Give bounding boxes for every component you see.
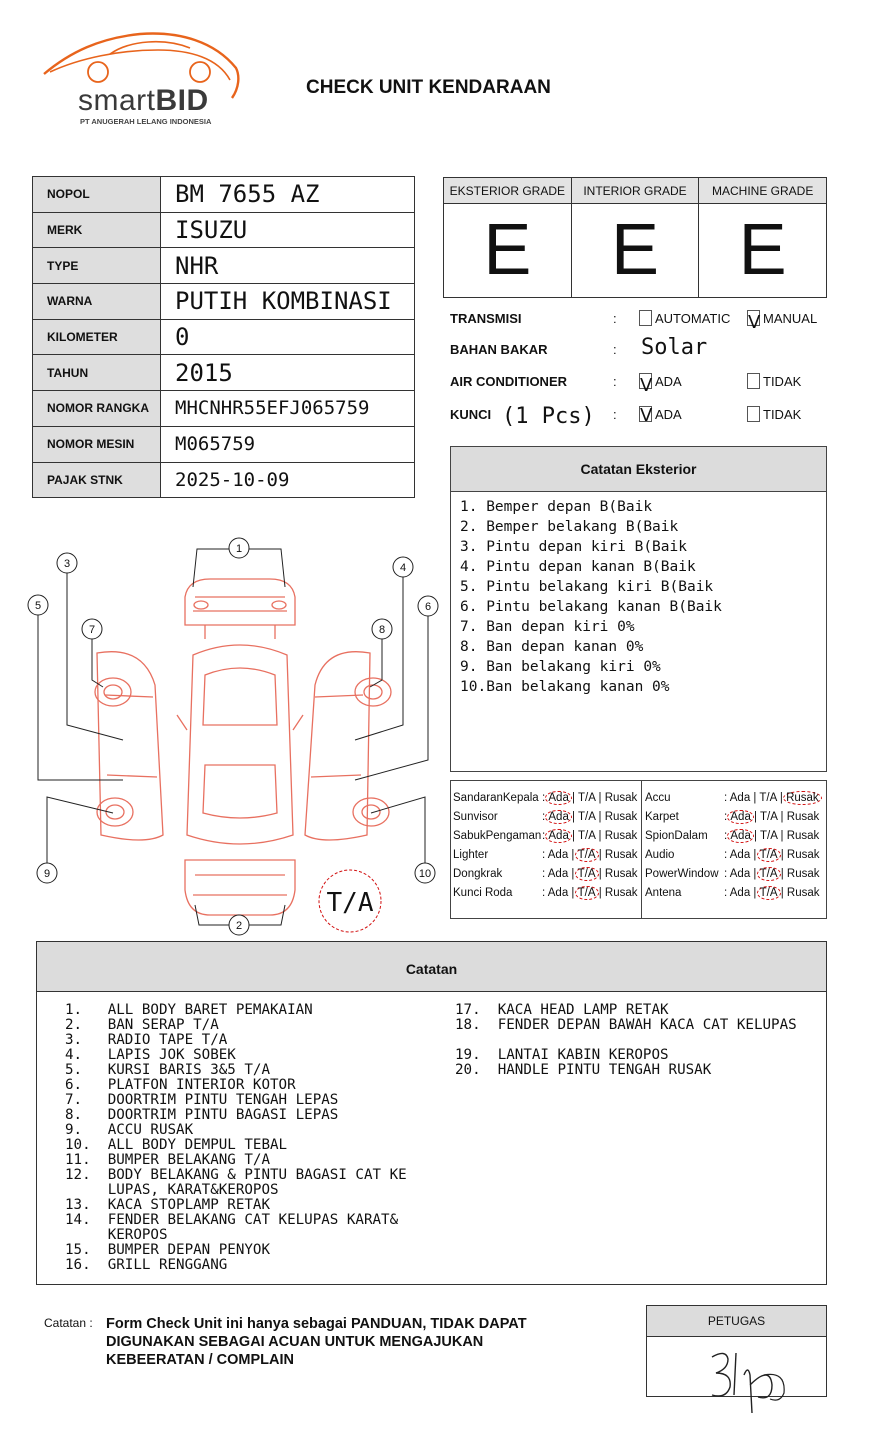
exterior-notes-list <box>451 492 826 697</box>
signature <box>700 1345 796 1417</box>
list-item: 7. DOORTRIM PINTU TENGAH LEPAS <box>65 1092 339 1108</box>
accessory-option[interactable]: Ada <box>727 829 753 843</box>
accessory-options: : Ada | T/A | Rusak <box>724 868 820 880</box>
footer-disclaimer: Form Check Unit ini hanya sebagai PANDUAN, TIDAK DAPAT DIGUNAKAN SEBAGAI ACUAN UNTUK MENGAJUKAN KEBEERATAN / COMPLAIN <box>106 1316 527 1368</box>
accessory-option[interactable]: Rusak <box>604 830 638 842</box>
ac-label: AIR CONDITIONER <box>450 374 567 389</box>
diagram-number: 1 <box>235 543 243 555</box>
machine-grade: MACHINE GRADE E <box>699 178 826 297</box>
accessory-option[interactable]: Rusak <box>786 868 820 880</box>
diagram-number: 3 <box>63 558 71 570</box>
table-row: NOPOL BM 7655 AZ <box>33 177 415 213</box>
transmisi-label: TRANSMISI <box>450 311 522 326</box>
list-item: 18. FENDER DEPAN BAWAH KACA CAT KELUPAS <box>455 1017 797 1033</box>
accessory-option[interactable]: T/A <box>575 886 599 900</box>
pajak-value: 2025-10-09 <box>161 462 415 498</box>
kilometer-value: 0 <box>161 319 415 355</box>
accessory-options: : Ada | T/A | Rusak <box>542 811 638 823</box>
exterior-notes-box <box>450 446 827 772</box>
accessory-name: SandaranKepala <box>453 792 539 804</box>
ac-tidak-checkbox[interactable] <box>747 373 760 389</box>
diagram-number: 5 <box>34 600 42 612</box>
accessory-option[interactable]: T/A <box>760 811 778 823</box>
accessory-option[interactable]: Ada <box>545 810 571 824</box>
list-item: 7. Ban depan kiri 0% <box>460 619 635 635</box>
accessory-option[interactable]: Ada <box>545 791 571 805</box>
list-item: 5. KURSI BARIS 3&5 T/A <box>65 1062 270 1078</box>
list-item: 6. PLATFON INTERIOR KOTOR <box>65 1077 296 1093</box>
accessory-options: : Ada | T/A | Rusak <box>542 868 638 880</box>
table-row: TAHUN 2015 <box>33 355 415 391</box>
type-value: NHR <box>161 248 415 284</box>
automatic-checkbox[interactable] <box>639 310 652 326</box>
table-row: WARNA PUTIH KOMBINASI <box>33 284 415 320</box>
list-item: 10. ALL BODY DEMPUL TEBAL <box>65 1137 288 1153</box>
list-item: 14. FENDER BELAKANG CAT KELUPAS KARAT& <box>65 1212 399 1228</box>
accessory-option[interactable]: Rusak <box>786 887 820 899</box>
list-item: 6. Pintu belakang kanan B(Baik <box>460 599 722 615</box>
nopol-value: BM 7655 AZ <box>161 177 415 213</box>
accessory-options: : Ada | T/A | Rusak <box>542 830 638 842</box>
accessory-option[interactable]: Ada <box>729 868 751 880</box>
tahun-value: 2015 <box>161 355 415 391</box>
list-item: 13. KACA STOPLAMP RETAK <box>65 1197 270 1213</box>
accessory-name: SpionDalam <box>645 830 708 842</box>
ac-check-mark: V <box>640 375 653 396</box>
accessory-option[interactable]: T/A <box>757 886 781 900</box>
accessory-option[interactable]: Rusak <box>604 868 638 880</box>
catatan-title: Catatan <box>37 942 826 992</box>
accessory-option[interactable]: T/A <box>575 848 599 862</box>
table-row: NOMOR RANGKA MHCNHR55EFJ065759 <box>33 391 415 427</box>
accessory-option[interactable]: Ada <box>547 868 569 880</box>
accessory-name: Dongkrak <box>453 868 503 880</box>
accessory-option[interactable]: Ada <box>547 849 569 861</box>
list-item: 2. BAN SERAP T/A <box>65 1017 219 1033</box>
list-item: 5. Pintu belakang kiri B(Baik <box>460 579 714 595</box>
accessory-option[interactable]: Rusak <box>786 830 820 842</box>
accessory-option[interactable]: Ada <box>729 849 751 861</box>
accessory-name: Antena <box>645 887 682 899</box>
ta-stamp: T/A <box>326 888 374 918</box>
accessory-option[interactable]: Ada <box>727 810 753 824</box>
table-row: MERK ISUZU <box>33 212 415 248</box>
diagram-number: 10 <box>418 868 432 880</box>
logo-wordmark: smartBID <box>78 84 209 117</box>
list-item: 15. BUMPER DEPAN PENYOK <box>65 1242 270 1258</box>
accessory-option[interactable]: Rusak <box>786 811 820 823</box>
bahan-bakar-value: Solar <box>641 335 708 360</box>
table-row: KILOMETER 0 <box>33 319 415 355</box>
list-item: 9. Ban belakang kiri 0% <box>460 659 661 675</box>
catatan-list-left <box>65 1003 407 1273</box>
table-row: PAJAK STNK 2025-10-09 <box>33 462 415 498</box>
petugas-label: PETUGAS <box>647 1306 826 1337</box>
mesin-value: M065759 <box>161 426 415 462</box>
accessory-options: : Ada | T/A | Rusak <box>724 830 820 842</box>
list-item: 19. LANTAI KABIN KEROPOS <box>455 1047 669 1063</box>
diagram-number: 4 <box>399 562 407 574</box>
vehicle-info-table <box>32 176 415 498</box>
list-item: 9. ACCU RUSAK <box>65 1122 194 1138</box>
diagram-number: 7 <box>88 624 96 636</box>
list-item: 4. Pintu depan kanan B(Baik <box>460 559 696 575</box>
accessory-options: : Ada | T/A | Rusak <box>542 887 638 899</box>
exterior-notes-title: Catatan Eksterior <box>451 447 826 492</box>
accessory-option[interactable]: Ada <box>729 792 751 804</box>
accessory-name: Kunci Roda <box>453 887 513 899</box>
accessory-options: : Ada | T/A | Rusak <box>542 792 638 804</box>
footer-label: Catatan : <box>44 1316 93 1330</box>
car-damage-diagram <box>25 535 445 940</box>
diagram-number: 6 <box>424 601 432 613</box>
table-row: NOMOR MESIN M065759 <box>33 426 415 462</box>
list-item: 3. RADIO TAPE T/A <box>65 1032 228 1048</box>
page-title: CHECK UNIT KENDARAAN <box>306 77 551 98</box>
accessory-name: Sunvisor <box>453 811 498 823</box>
accessory-options: : Ada | T/A | Rusak <box>542 849 638 861</box>
grades-table <box>443 177 827 298</box>
list-item: 11. BUMPER BELAKANG T/A <box>65 1152 270 1168</box>
list-item: 2. Bemper belakang B(Baik <box>460 519 679 535</box>
accessory-option[interactable]: Rusak <box>604 811 638 823</box>
accessory-option[interactable]: T/A <box>578 792 596 804</box>
logo-company: PT ANUGERAH LELANG INDONESIA <box>80 117 212 126</box>
accessory-option[interactable]: Rusak <box>786 849 820 861</box>
accessory-option[interactable]: Rusak <box>604 849 638 861</box>
list-item: 16. GRILL RENGGANG <box>65 1257 228 1273</box>
table-row: TYPE NHR <box>33 248 415 284</box>
interior-grade: INTERIOR GRADE E <box>572 178 700 297</box>
catatan-list-right-a <box>455 1003 797 1033</box>
accessory-name: Lighter <box>453 849 489 861</box>
diagram-number: 8 <box>378 624 386 636</box>
accessory-option[interactable]: Rusak <box>604 792 638 804</box>
accessory-option[interactable]: Rusak <box>604 887 638 899</box>
accessory-option[interactable]: Ada <box>545 829 571 843</box>
accessory-option[interactable]: T/A <box>578 830 596 842</box>
list-item: 12. BODY BELAKANG & PINTU BAGASI CAT KE <box>65 1167 407 1183</box>
accessory-name: SabukPengaman <box>453 830 542 842</box>
diagram-number: 9 <box>43 868 51 880</box>
accessory-option[interactable]: T/A <box>759 792 777 804</box>
accessory-option[interactable]: T/A <box>757 848 781 862</box>
accessory-options: : Ada | T/A | Rusak <box>724 811 820 823</box>
list-item: 17. KACA HEAD LAMP RETAK <box>455 1002 669 1018</box>
list-item: 8. Ban depan kanan 0% <box>460 639 644 655</box>
kunci-label: KUNCI <box>450 407 492 422</box>
list-item: KEROPOS <box>65 1227 168 1243</box>
accessory-option[interactable]: T/A <box>575 867 599 881</box>
accessory-options: : Ada | T/A | Rusak <box>724 887 820 899</box>
list-item: 20. HANDLE PINTU TENGAH RUSAK <box>455 1062 712 1078</box>
accessory-options: : Ada | T/A | Rusak <box>724 849 820 861</box>
accessory-option[interactable]: T/A <box>578 811 596 823</box>
accessory-name: PowerWindow <box>645 868 719 880</box>
diagram-number: 2 <box>235 920 243 932</box>
accessory-name: Karpet <box>645 811 679 823</box>
accessory-name: Audio <box>645 849 675 861</box>
manual-check-mark: V <box>748 312 761 333</box>
list-item: LUPAS, KARAT&KEROPOS <box>65 1182 279 1198</box>
accessory-option[interactable]: T/A <box>757 867 781 881</box>
list-item: 4. LAPIS JOK SOBEK <box>65 1047 236 1063</box>
accessory-name: Accu <box>645 792 671 804</box>
bahan-bakar-label: BAHAN BAKAR <box>450 342 548 357</box>
warna-value: PUTIH KOMBINASI <box>161 284 415 320</box>
kunci-check-mark: V <box>640 405 653 426</box>
catatan-list-right-b <box>455 1048 711 1078</box>
list-item: 3. Pintu depan kiri B(Baik <box>460 539 687 555</box>
exterior-grade: EKSTERIOR GRADE E <box>444 178 572 297</box>
list-item: 10.Ban belakang kanan 0% <box>460 679 670 695</box>
accessory-option[interactable]: Ada <box>729 887 751 899</box>
accessory-option[interactable]: T/A <box>760 830 778 842</box>
accessory-option[interactable]: Rusak <box>783 791 822 805</box>
merk-value: ISUZU <box>161 212 415 248</box>
kunci-count: (1 Pcs) <box>502 404 595 429</box>
list-item: 8. DOORTRIM PINTU BAGASI LEPAS <box>65 1107 339 1123</box>
list-item: 1. Bemper depan B(Baik <box>460 499 653 515</box>
accessory-option[interactable]: Ada <box>547 887 569 899</box>
list-item: 1. ALL BODY BARET PEMAKAIAN <box>65 1002 313 1018</box>
kunci-tidak-checkbox[interactable] <box>747 406 760 422</box>
rangka-value: MHCNHR55EFJ065759 <box>161 391 415 427</box>
accessory-options: : Ada | T/A | Rusak <box>724 792 819 804</box>
